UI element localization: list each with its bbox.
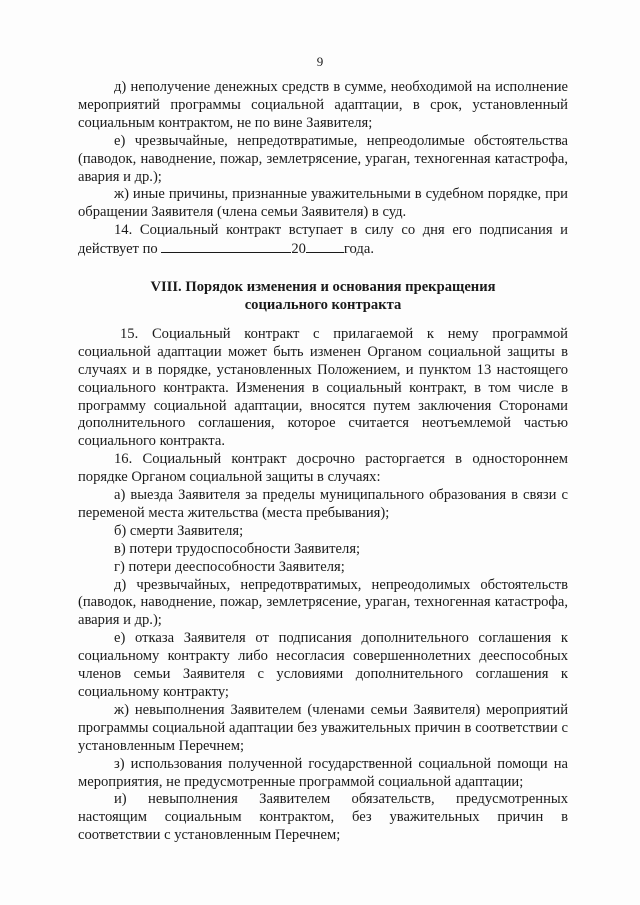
- paragraph-item-zh: ж) иные причины, признанные уважительными в судебном порядке, при обращении Заявителя (члена семьи Заявителя) в суд.: [78, 186, 568, 221]
- year-blank: [306, 240, 344, 253]
- section-heading: [78, 279, 568, 315]
- page-number: 9: [316, 54, 324, 69]
- paragraph-14: [78, 222, 568, 259]
- list-item-v: в) потери трудоспособности Заявителя;: [114, 540, 361, 557]
- date-blank: [161, 240, 291, 253]
- section-heading-line1: VIII. Порядок изменения и основания прекращения: [150, 279, 496, 296]
- list-item-z: з) использования полученной государственной социальной помощи на мероприятия, не предусмотренные программой социальной адаптации;: [78, 755, 568, 790]
- paragraph-16: 16. Социальный контракт досрочно расторгается в одностороннем порядке Органом социальной защиты в случаях:: [78, 451, 568, 486]
- list-item-b: б) смерти Заявителя;: [114, 522, 244, 539]
- list-item-i: и) невыполнения Заявителем обязательств, предусмотренных настоящим социальным контрактом, без уважительных причин в соответствии с установленным Перечнем;: [78, 791, 568, 844]
- list-item-e: е) отказа Заявителя от подписания дополнительного соглашения к социальному контракту либо несогласия совершеннолетних дееспособных членов семьи Заявителя с условиями дополнительного соглашения к социальному контракту;: [78, 630, 568, 700]
- list-item-a: а) выезда Заявителя за пределы муниципального образования в связи с переменой места жительства (места пребывания);: [78, 487, 568, 521]
- list-item-zh: ж) невыполнения Заявителем (членами семьи Заявителя) мероприятий программы социальной адаптации без уважительных причин в соответствии с установленным Перечнем;: [78, 701, 568, 754]
- paragraph-item-e: е) чрезвычайные, непредотвратимые, непреодолимые обстоятельства (паводок, наводнение, пожар, землетрясение, ураган, техногенная катастрофа, авария и др.);: [78, 132, 568, 185]
- document-body: [78, 79, 568, 845]
- list-item-d: д) чрезвычайных, непредотвратимых, непреодолимых обстоятельств (паводок, наводнение, пожар, землетрясение, ураган, техногенная катастрофа, авария и др.);: [78, 576, 568, 629]
- list-item-g: г) потери дееспособности Заявителя;: [114, 558, 345, 575]
- paragraph-item-d: д) неполучение денежных средств в сумме, необходимой на исполнение мероприятий программы социальной адаптации, в срок, установленный социальным контрактом, не по вине Заявителя;: [78, 79, 568, 131]
- section-heading-line2: социального контракта: [244, 296, 402, 313]
- paragraph-15: 15. Социальный контракт с прилагаемой к нему программой социальной адаптации может быть изменен Органом социальной защиты в случаях и в порядке, установленных Положением, и пунктом 13 настоящего социального контракта. Изменения в социальный контракт, в том числе в программу социальной адаптации, вносятся путем заключения Сторонами дополнительного соглашения, которое считается неотъемлемой частью социального контракта.: [78, 325, 568, 450]
- paragraph-14-end: года.: [343, 241, 374, 258]
- paragraph-14-text: 14. Социальный контракт вступает в силу со дня его подписания и действует по: [78, 222, 568, 258]
- year-prefix: 20: [291, 241, 306, 258]
